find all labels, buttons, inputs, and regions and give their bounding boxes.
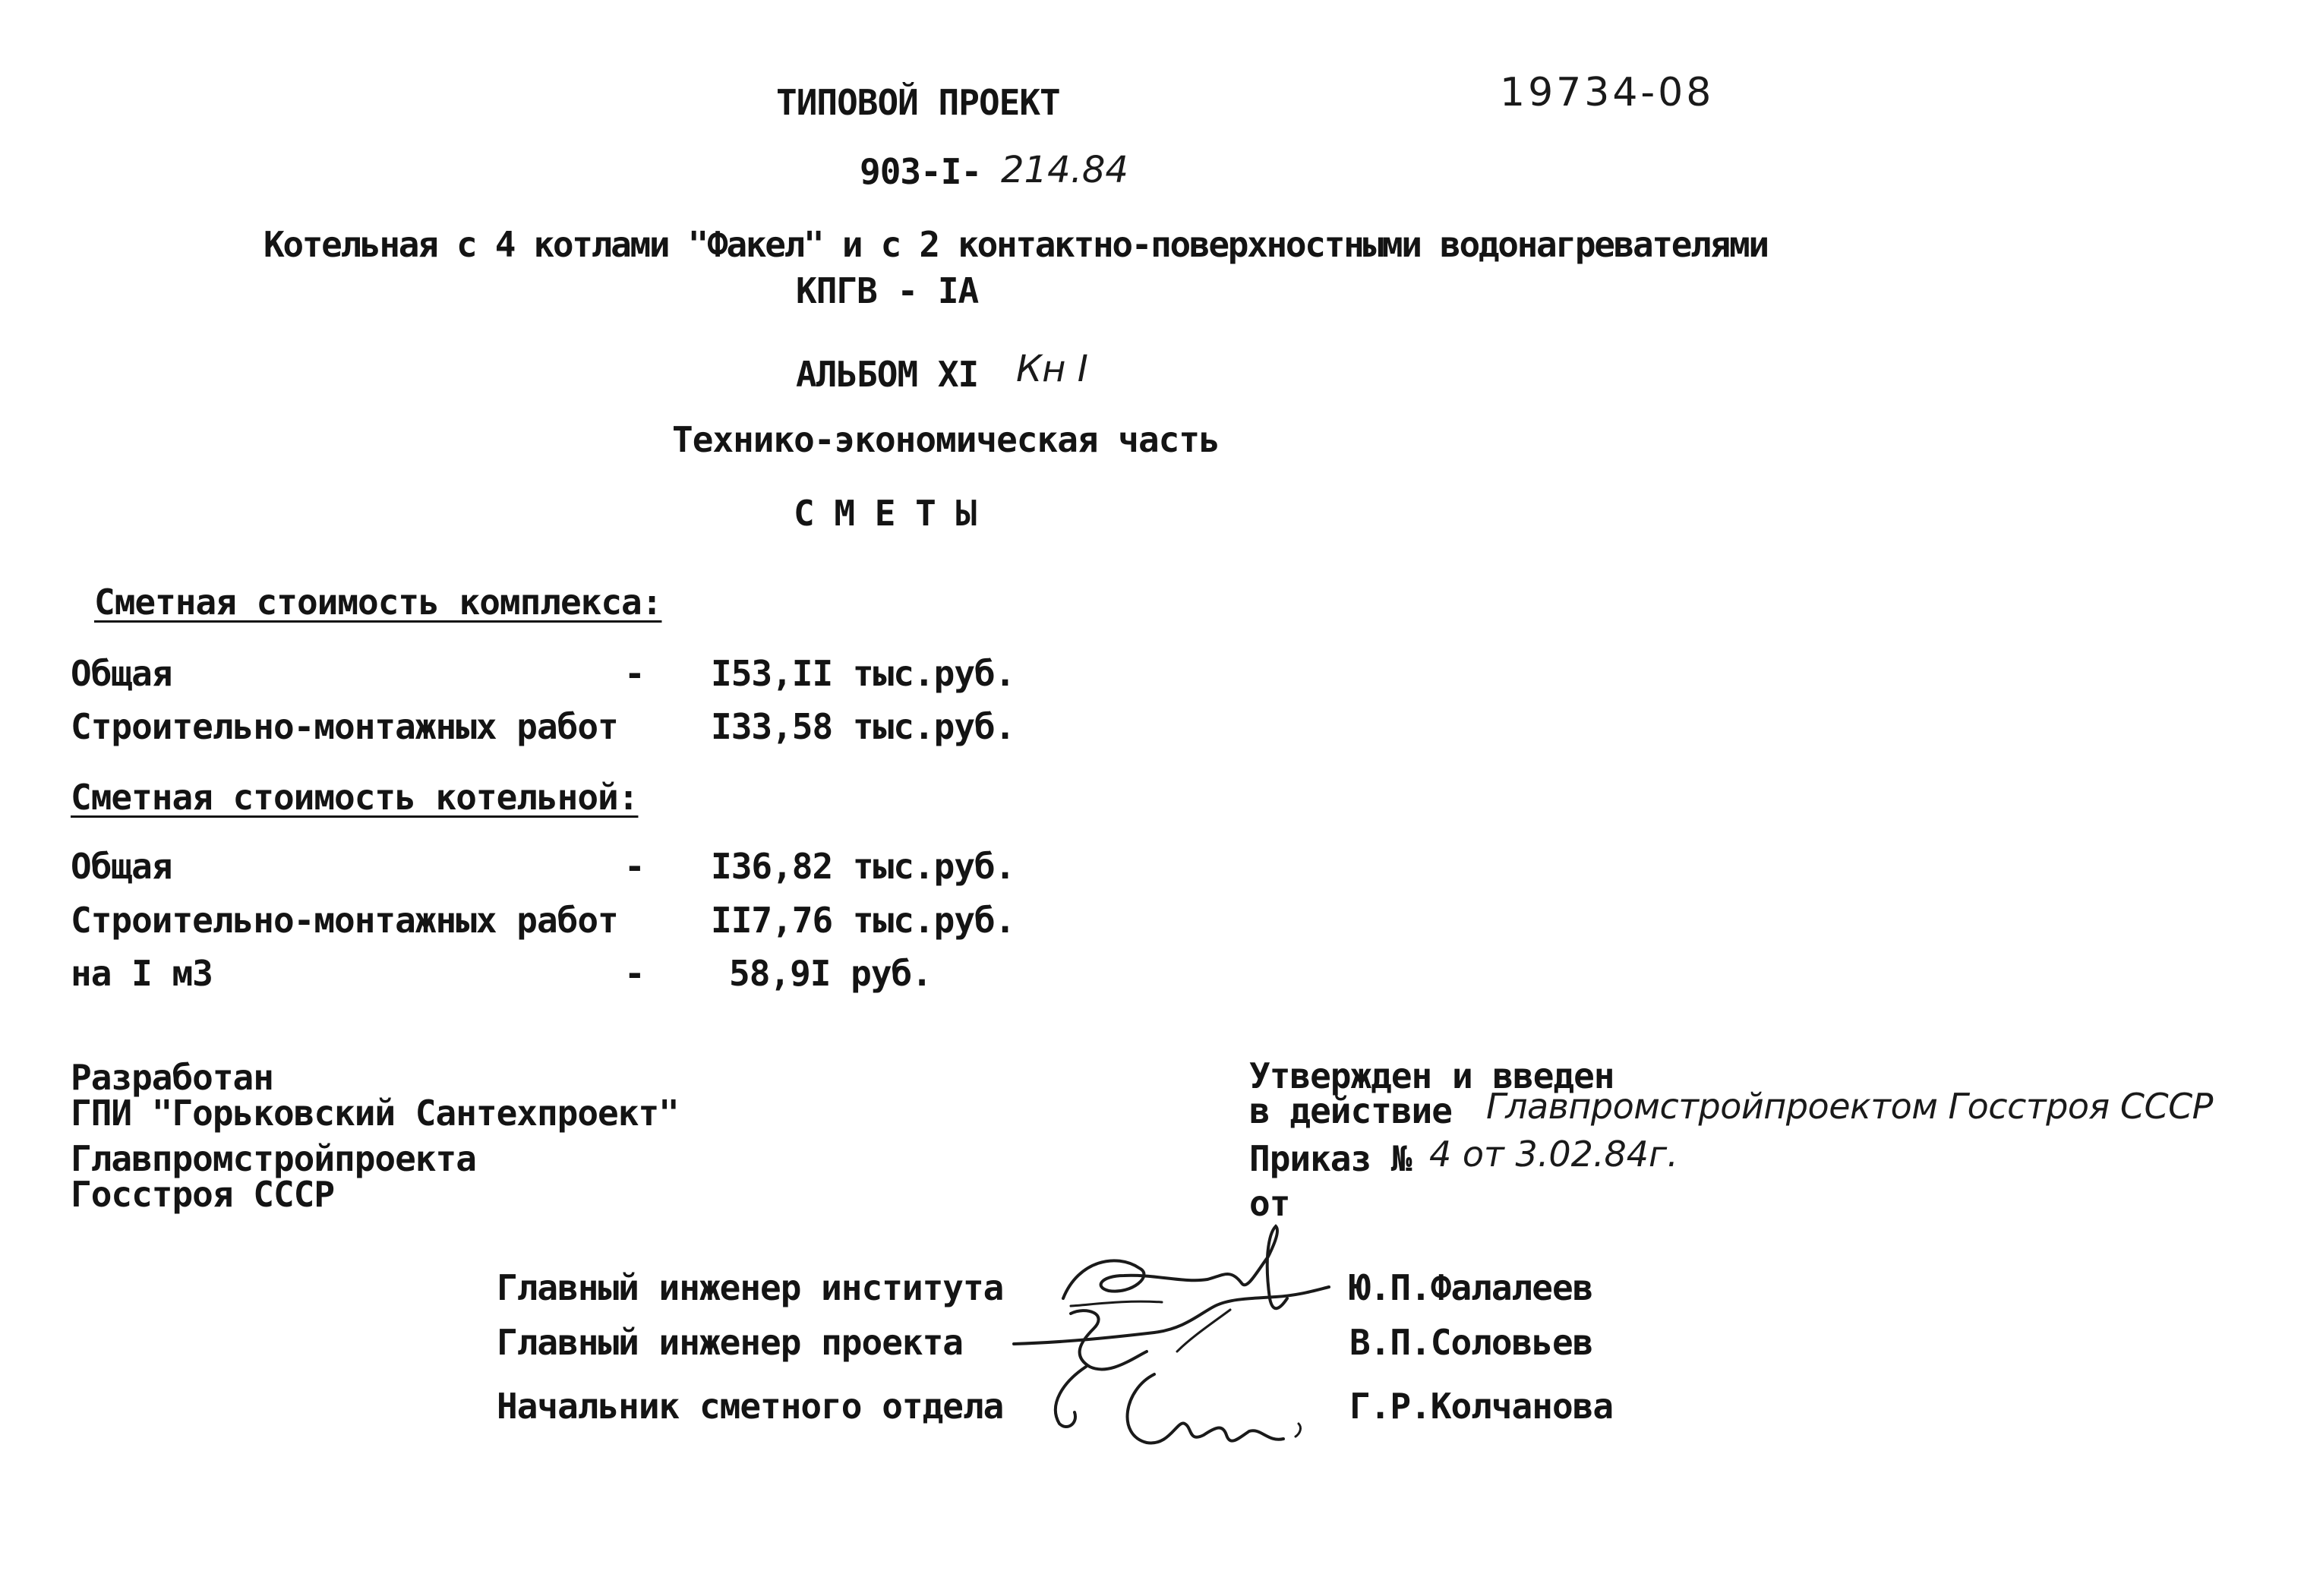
developer-line4: Госстроя СССР <box>71 1174 335 1215</box>
approval-order-handwritten: 4 от 3.02.84г. <box>1429 1134 1678 1175</box>
project-title-line2: КПГВ - IА <box>796 270 979 311</box>
signatory-position: Главный инженер проекта <box>497 1322 963 1363</box>
boiler-total-value: I36,82 тыс.руб. <box>711 846 1015 887</box>
developer-line2: ГПИ "Горьковский Сантехпроект" <box>71 1093 679 1134</box>
project-code: 903-I- <box>860 151 982 192</box>
project-title: Котельная с 4 котлами "Факел" и с 2 контактно-поверхностными водонагревателями <box>264 224 1768 265</box>
boiler-total-label: Общая <box>71 846 172 887</box>
section-title: С М Е Т Ы <box>794 493 977 534</box>
complex-construction-label: Строительно-монтажных работ <box>71 706 618 747</box>
developer-line3: Главпромстройпроекта <box>71 1138 476 1179</box>
approval-from: от <box>1249 1183 1290 1224</box>
complex-construction-value: I33,58 тыс.руб. <box>711 706 1015 747</box>
approval-line1: Утвержден и введен <box>1249 1055 1614 1096</box>
signatory-position: Начальник сметного отдела <box>497 1386 1004 1427</box>
album-number: АЛЬБОМ XI <box>796 354 979 395</box>
complex-cost-heading: Сметная стоимость комплекса: <box>94 582 662 623</box>
signatory-position: Главный инженер института <box>497 1267 1004 1308</box>
per-m3-value: 58,9I руб. <box>729 953 932 994</box>
signature-head-estimates <box>1040 1352 1329 1465</box>
signatory-name: Г.Р.Колчанова <box>1349 1386 1614 1427</box>
boiler-construction-label: Строительно-монтажных работ <box>71 900 618 941</box>
boiler-cost-heading: Сметная стоимость котельной: <box>71 777 639 818</box>
boiler-construction-value: II7,76 тыс.руб. <box>711 900 1015 941</box>
approval-order: Приказ № <box>1249 1138 1412 1179</box>
approval-authority-handwritten: Главпромстройпроектом Госстроя СССР <box>1486 1086 2213 1127</box>
inventory-number: 19734-08 <box>1500 70 1715 115</box>
signatory-name: Ю.П.Фалалеев <box>1349 1267 1593 1308</box>
developer-line1: Разработан <box>71 1057 273 1098</box>
per-m3-label: на I м3 <box>71 953 213 994</box>
boiler-total-dash: - <box>624 846 645 887</box>
complex-total-value: I53,II тыс.руб. <box>711 653 1015 694</box>
project-type: ТИПОВОЙ ПРОЕКТ <box>776 82 1060 123</box>
complex-total-dash: - <box>624 653 645 694</box>
signatory-name: В.П.Соловьев <box>1349 1322 1593 1363</box>
album-book-handwritten: Кн I <box>1016 348 1088 390</box>
complex-total-label: Общая <box>71 653 172 694</box>
approval-line2: в действие <box>1249 1090 1452 1131</box>
part-title: Технико-экономическая часть <box>672 419 1220 460</box>
project-code-handwritten: 214.84 <box>1001 149 1128 191</box>
per-m3-dash: - <box>624 953 645 994</box>
